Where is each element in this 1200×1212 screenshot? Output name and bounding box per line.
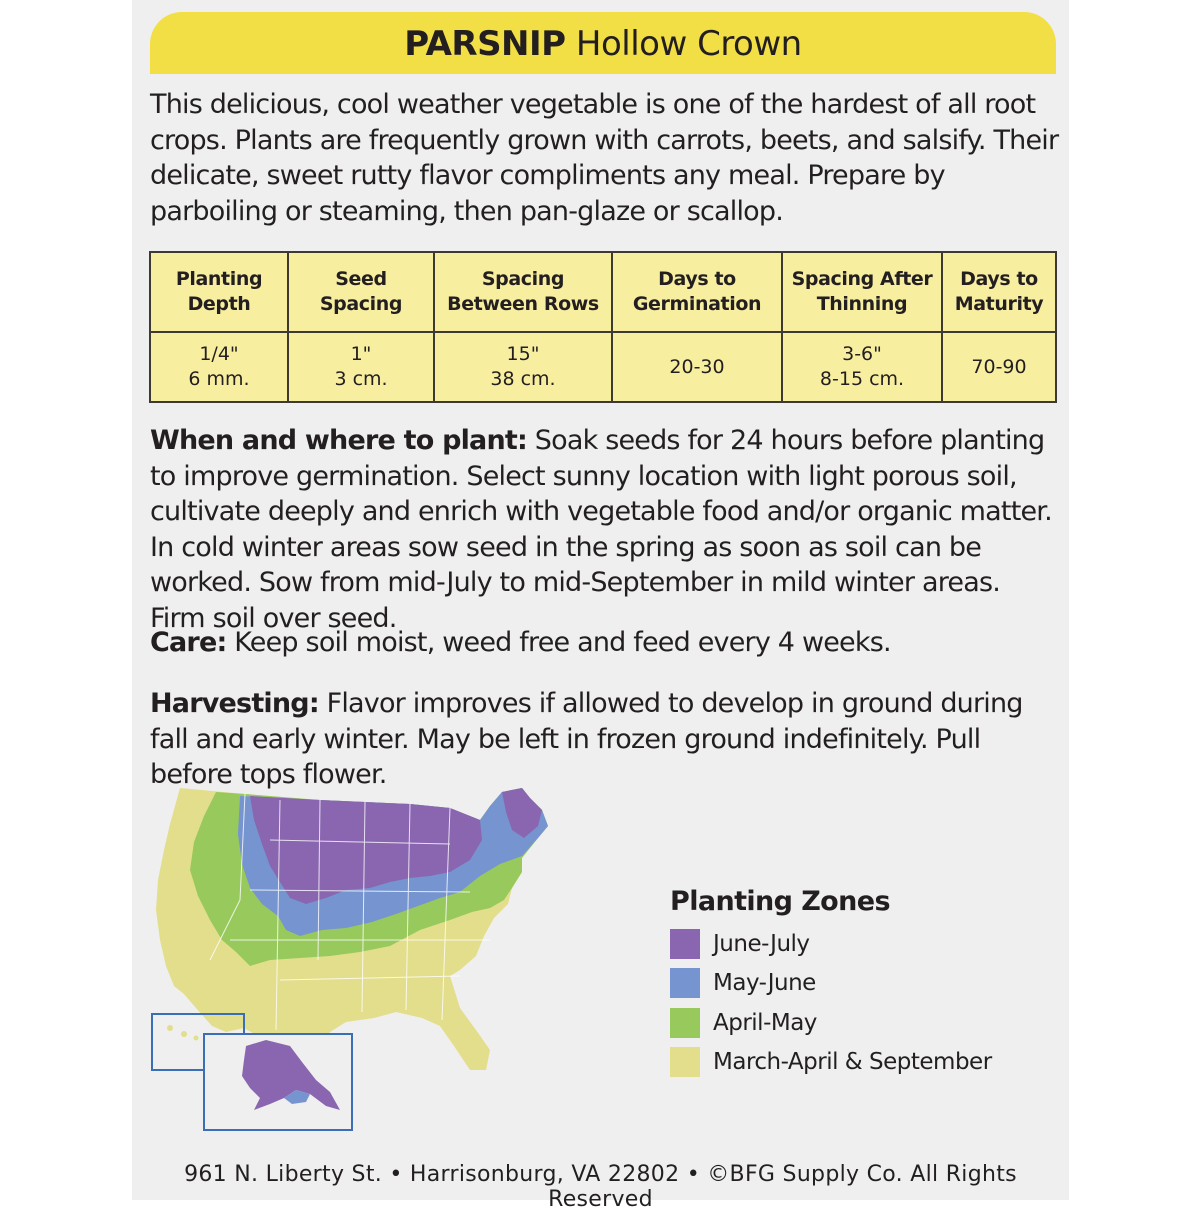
packet-footer: 961 N. Liberty St. • Harrisonburg, VA 22802 • ©BFG Supply Co. All Rights Reserved [184, 1162, 1017, 1212]
header-planting-depth: Planting Depth [150, 252, 288, 332]
specs-header-row [150, 252, 1056, 332]
planting-zones-legend [670, 880, 1000, 1082]
legend-swatch-green [670, 1008, 700, 1038]
legend-swatch-yellow [670, 1047, 700, 1077]
harvesting-heading: Harvesting: [150, 688, 319, 719]
header-days-to-germination: Days to Germination [612, 252, 782, 332]
header-seed-spacing: Seed Spacing [288, 252, 434, 332]
care-text: Keep soil moist, weed free and feed every 4 weeks. [226, 627, 891, 658]
care-heading: Care: [150, 627, 227, 658]
harvesting-text: Flavor improves if allowed to develop in ground during fall and early winter. May be left in frozen ground indefinitely. Pull before tops flower. [150, 688, 1023, 790]
value-spacing-after-thinning: 3-6" 8-15 cm. [782, 332, 942, 402]
variety-name: Hollow Crown [575, 24, 802, 64]
value-days-to-germination: 20-30 [612, 332, 782, 402]
us-zone-map-graphic [150, 780, 670, 1140]
specs-value-row [150, 332, 1056, 402]
legend-title: Planting Zones [670, 886, 890, 917]
header-spacing-between-rows: Spacing Between Rows [434, 252, 612, 332]
crop-name: PARSNIP [404, 24, 566, 64]
legend-swatch-blue [670, 968, 700, 998]
header-days-to-maturity: Days to Maturity [942, 252, 1056, 332]
planting-zone-map [150, 780, 670, 1140]
legend-swatch-purple [670, 929, 700, 959]
legend-item-march-april-september: March-April & September [670, 1043, 1000, 1083]
value-days-to-maturity: 70-90 [942, 332, 1056, 402]
legend-item-may-june: May-June [670, 964, 1000, 1004]
harvesting-paragraph [150, 686, 1060, 793]
header-spacing-after-thinning: Spacing After Thinning [782, 252, 942, 332]
growing-specs-table [149, 251, 1057, 403]
value-planting-depth: 1/4" 6 mm. [150, 332, 288, 402]
care-paragraph [150, 625, 1060, 661]
packet-header [150, 12, 1056, 74]
legend-item-june-july: June-July [670, 924, 1000, 964]
when-where-text: Soak seeds for 24 hours before planting to improve germination. Select sunny location with light porous soil, cultivate deeply and enrich with vegetable food and/or organic matter. In cold winter areas sow seed in the spring as soon as soil can be worked. Sow from mid-July to mid-September in mild winter areas. Firm soil over seed. [150, 425, 1052, 634]
legend-item-april-may: April-May [670, 1003, 1000, 1043]
when-where-heading: When and where to plant: [150, 425, 527, 456]
value-spacing-between-rows: 15" 38 cm. [434, 332, 612, 402]
intro-paragraph: This delicious, cool weather vegetable is one of the hardest of all root crops. Plants are frequently grown with carrots, beets, and salsify. Their delicate, sweet rutty flavor compliments any meal. Prepare by parboiling or steaming, then pan-glaze or scallop. [150, 89, 1059, 227]
when-where-paragraph [150, 423, 1060, 636]
value-seed-spacing: 1" 3 cm. [288, 332, 434, 402]
